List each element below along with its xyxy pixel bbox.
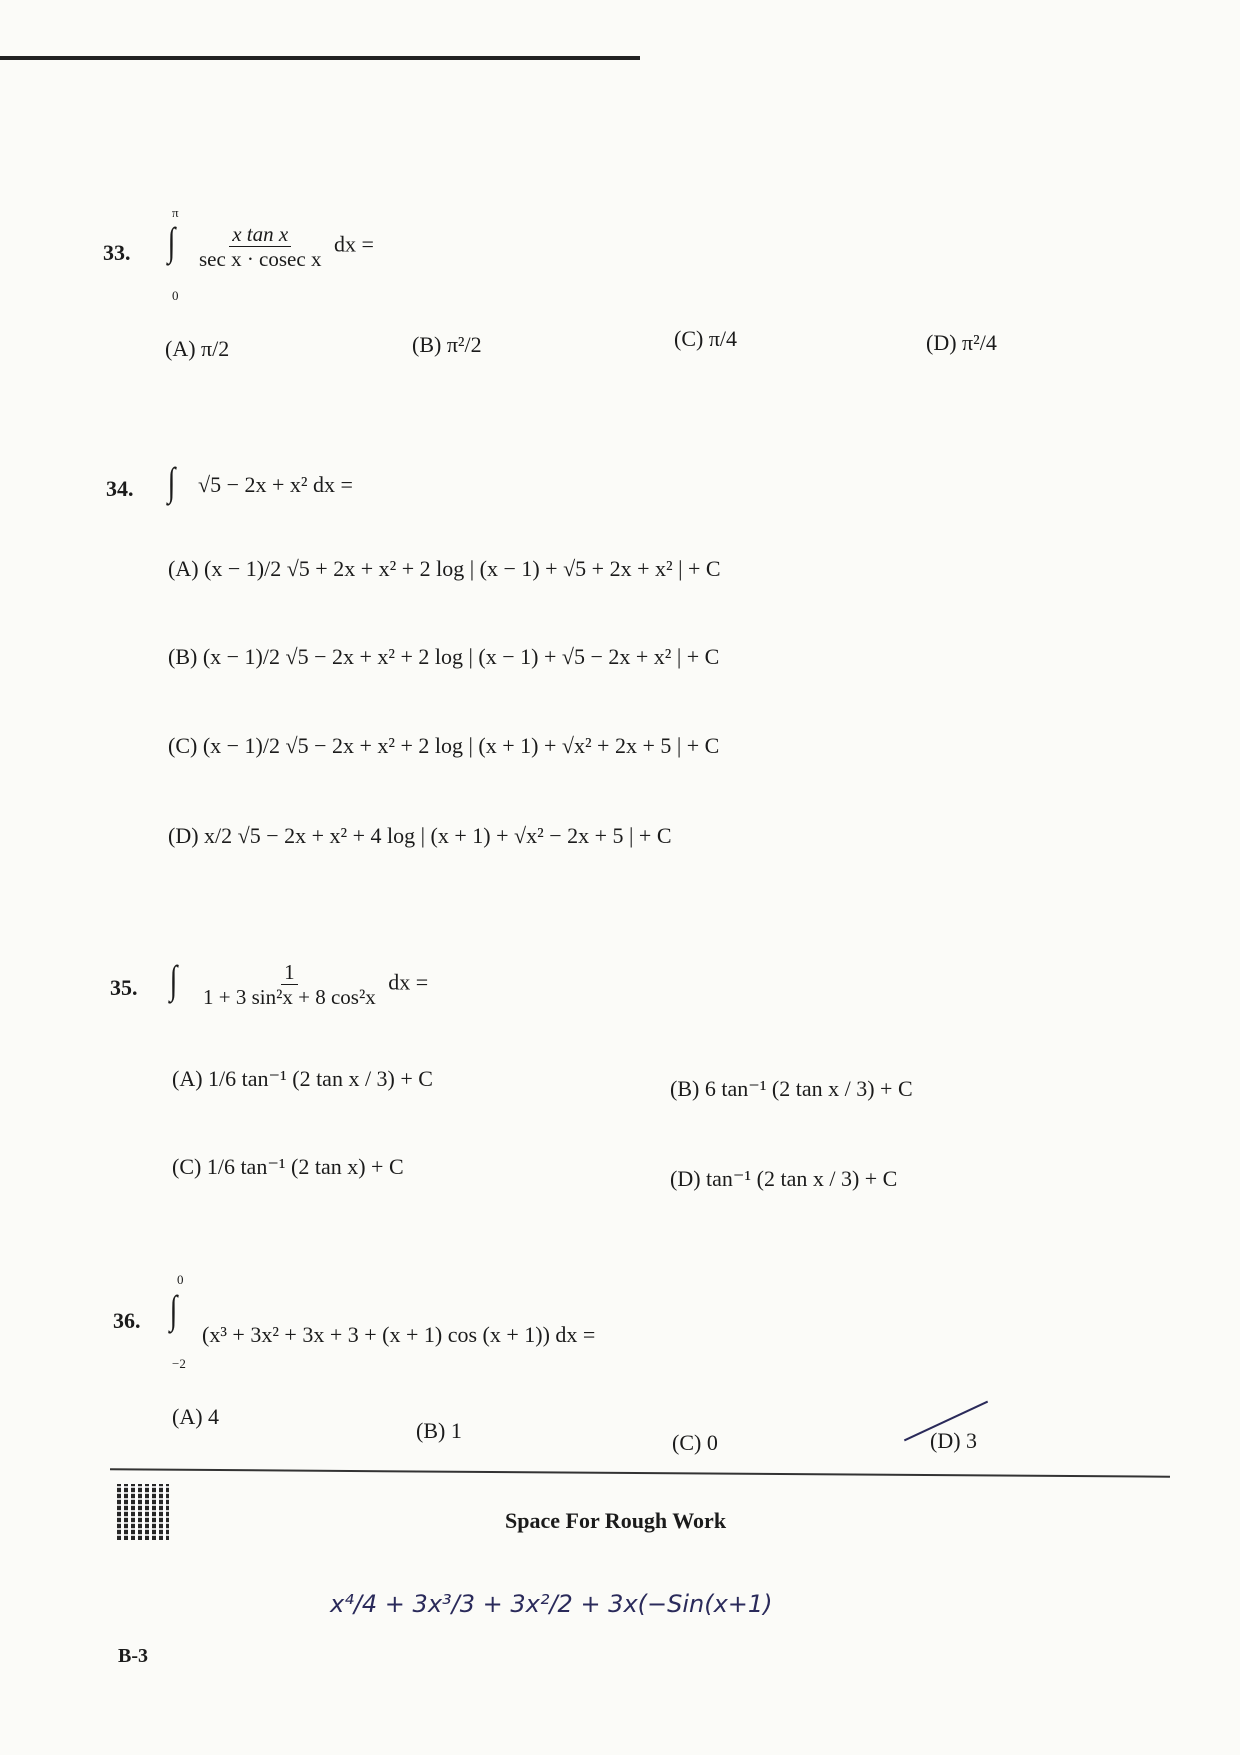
- handwritten-note: x⁴/4 + 3x³/3 + 3x²/2 + 3x(−Sin(x+1): [330, 1590, 773, 1618]
- q36-option-b[interactable]: (B) 1: [416, 1418, 462, 1443]
- question-35-number: 35.: [110, 975, 138, 1000]
- q36-upper-limit: 0: [177, 1272, 184, 1287]
- q34-option-a[interactable]: (A) (x − 1)/2 √5 + 2x + x² + 2 log | (x − 1) + √5 + 2x + x² | + C: [168, 556, 721, 581]
- question-33-number: 33.: [103, 240, 131, 265]
- q33-option-d[interactable]: (D) π²/4: [926, 330, 997, 355]
- q33-denominator: sec x · cosec x: [199, 247, 322, 272]
- q33-upper-limit: π: [172, 205, 179, 220]
- q33-tail: dx =: [333, 231, 374, 257]
- page-label: B-3: [118, 1645, 148, 1667]
- q34-option-b[interactable]: (B) (x − 1)/2 √5 − 2x + x² + 2 log | (x − 1) + √5 − 2x + x² | + C: [168, 644, 720, 669]
- q36-option-c[interactable]: (C) 0: [672, 1430, 718, 1455]
- q35-option-d[interactable]: (D) tan⁻¹ (2 tan x / 3) + C: [670, 1166, 898, 1191]
- q36-integrand: (x³ + 3x² + 3x + 3 + (x + 1) cos (x + 1)) dx =: [202, 1322, 596, 1347]
- q35-denominator: 1 + 3 sin²x + 8 cos²x: [203, 985, 376, 1010]
- q35-tail: dx =: [388, 969, 429, 995]
- q35-option-a[interactable]: (A) 1/6 tan⁻¹ (2 tan x / 3) + C: [172, 1066, 433, 1091]
- q36-integral-sign: ∫: [169, 1287, 178, 1332]
- q33-option-c[interactable]: (C) π/4: [674, 326, 738, 351]
- q35-expression: [196, 960, 428, 1009]
- question-36-number: 36.: [113, 1308, 141, 1333]
- q33-expression: [192, 222, 374, 271]
- question-34-number: 34.: [106, 476, 134, 501]
- q34-integral-sign: ∫: [167, 459, 176, 504]
- rough-work-divider: [110, 1468, 1170, 1477]
- q33-lower-limit: 0: [172, 288, 179, 303]
- q35-option-b[interactable]: (B) 6 tan⁻¹ (2 tan x / 3) + C: [670, 1076, 913, 1101]
- top-border-line: [0, 56, 640, 60]
- q34-integrand: √5 − 2x + x² dx =: [198, 472, 353, 497]
- q33-option-a[interactable]: (A) π/2: [165, 336, 230, 361]
- q36-option-a[interactable]: (A) 4: [172, 1404, 220, 1429]
- q36-lower-limit: −2: [172, 1356, 186, 1371]
- q35-option-c[interactable]: (C) 1/6 tan⁻¹ (2 tan x) + C: [172, 1154, 404, 1179]
- q36-option-d[interactable]: (D) 3: [930, 1428, 978, 1453]
- q33-integral-sign: ∫: [167, 219, 176, 264]
- q34-option-d[interactable]: (D) x/2 √5 − 2x + x² + 4 log | (x + 1) + √x² − 2x + 5 | + C: [168, 823, 672, 848]
- barcode-icon: [117, 1484, 169, 1540]
- rough-work-title: Space For Rough Work: [505, 1508, 727, 1533]
- q34-option-c[interactable]: (C) (x − 1)/2 √5 − 2x + x² + 2 log | (x + 1) + √x² + 2x + 5 | + C: [168, 733, 720, 758]
- q35-integral-sign: ∫: [169, 957, 178, 1002]
- q33-option-b[interactable]: (B) π²/2: [412, 332, 482, 357]
- q35-numerator: 1: [281, 960, 298, 985]
- q33-numerator: x tan x: [229, 222, 291, 247]
